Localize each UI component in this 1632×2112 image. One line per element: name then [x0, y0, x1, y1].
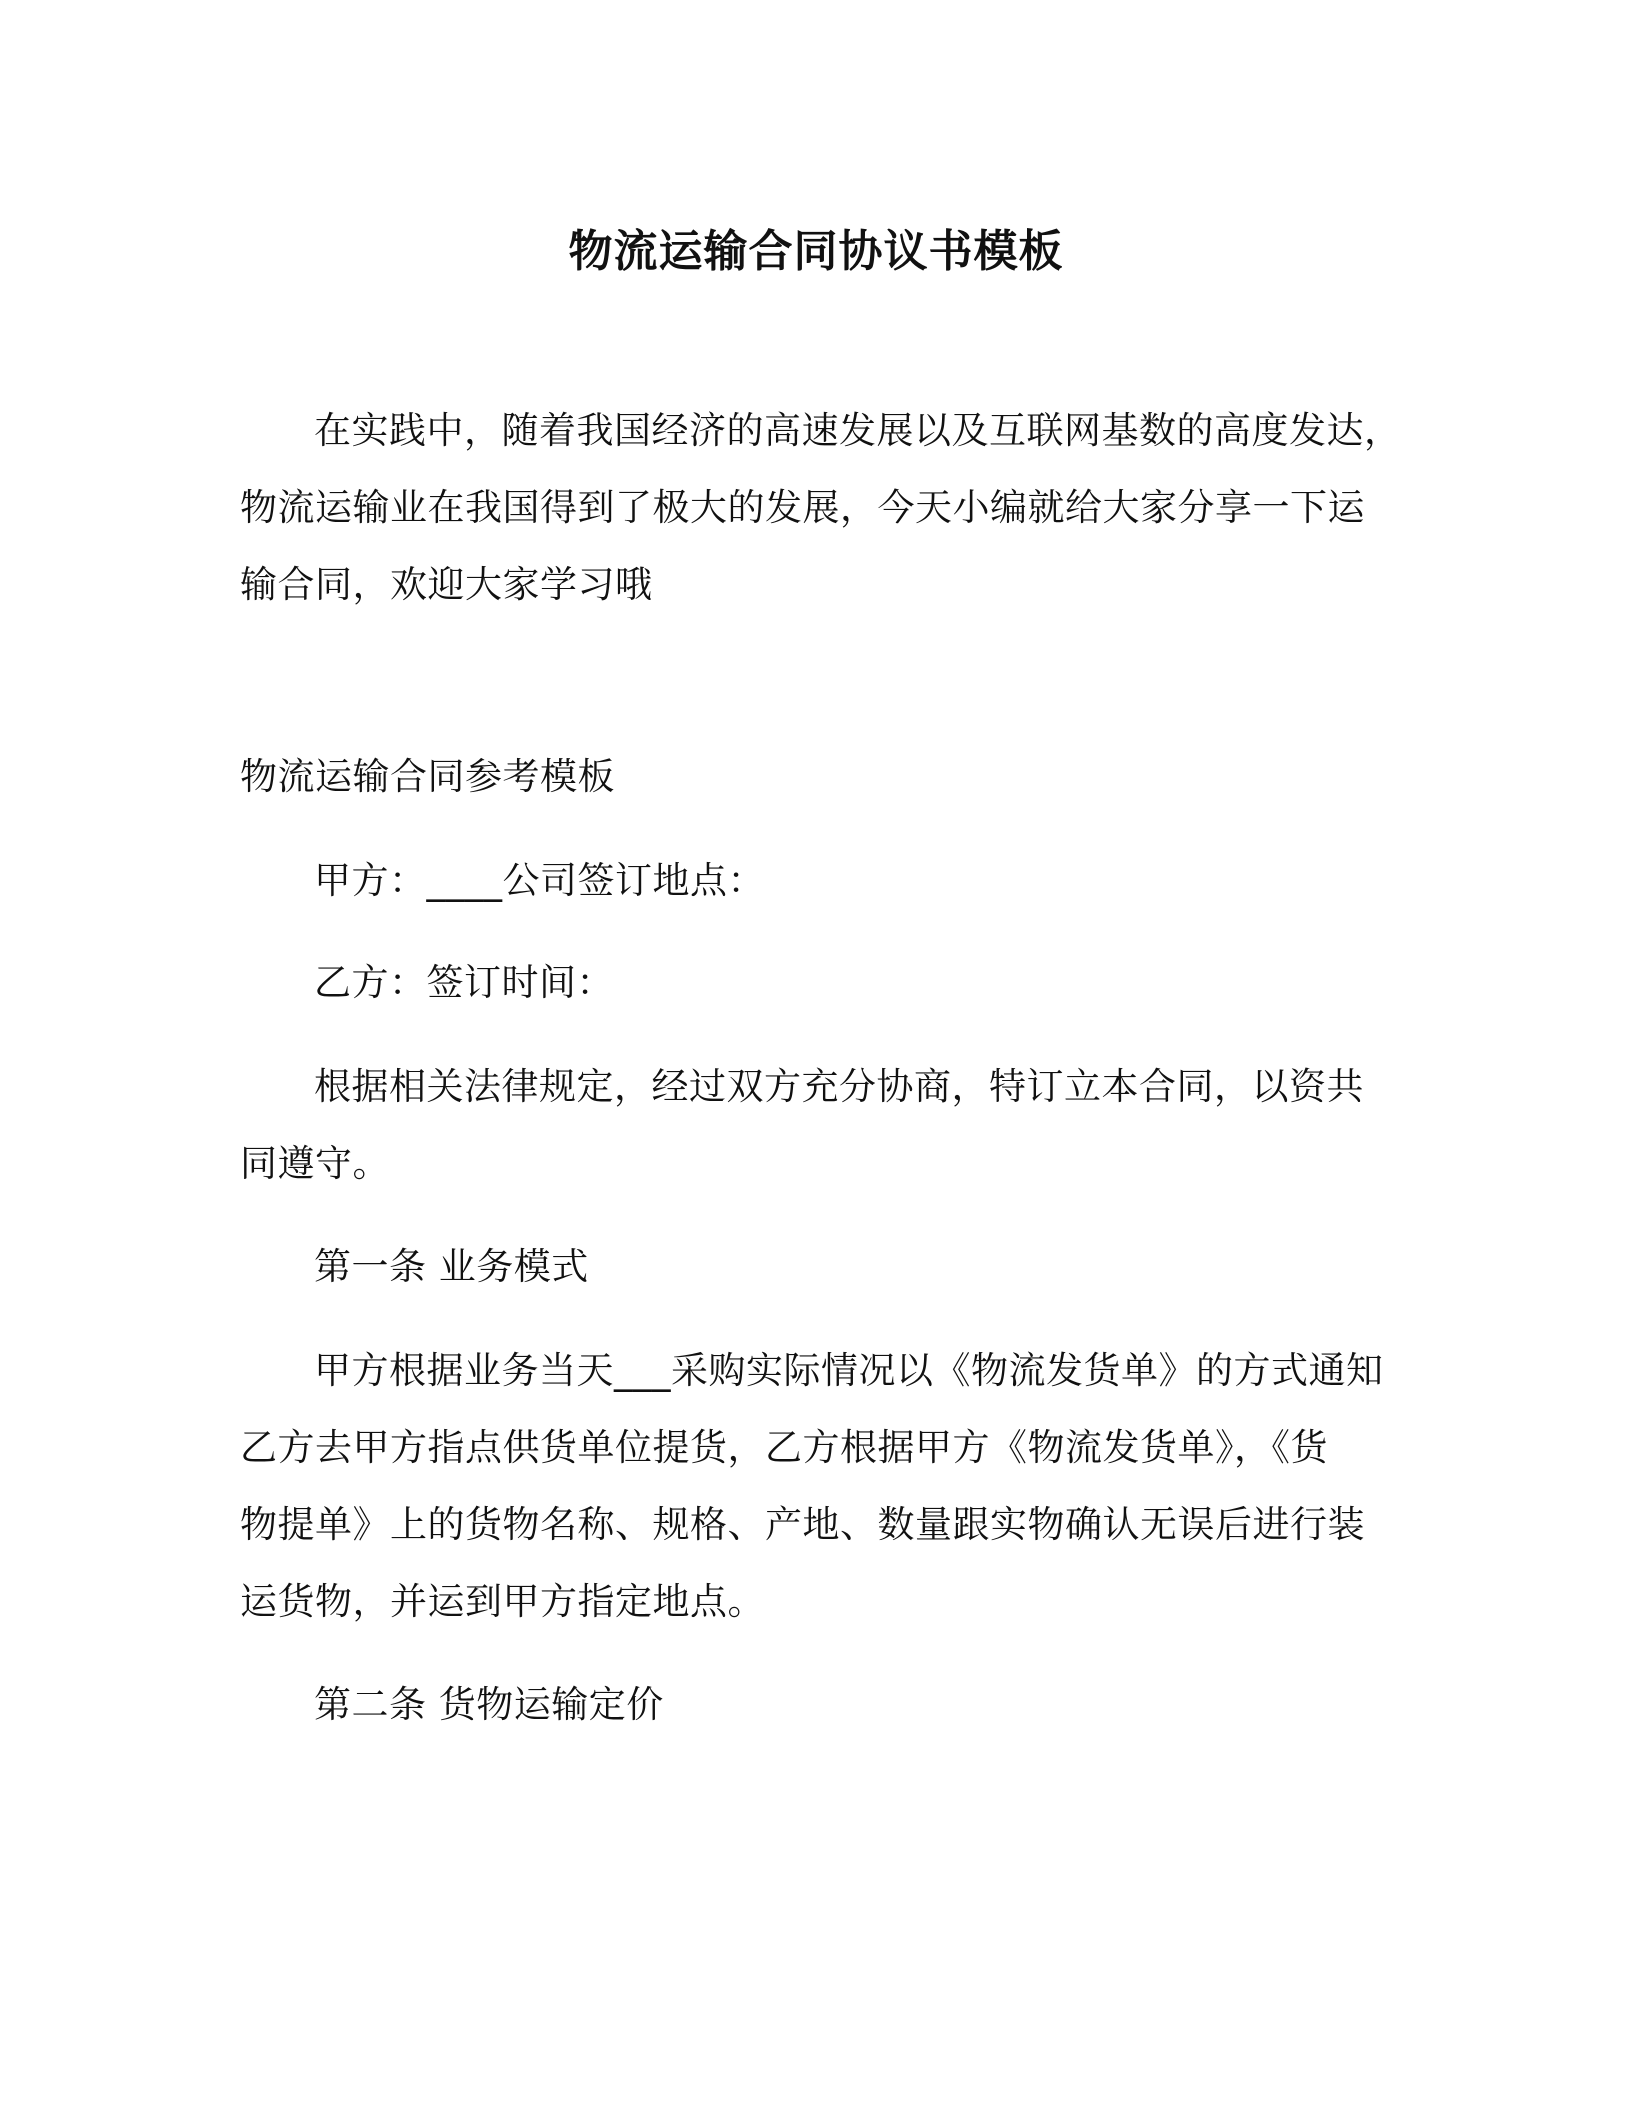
article1-line: 乙方去甲方指点供货单位提货，乙方根据甲方《物流发货单》，《货 [240, 1426, 1328, 1469]
article1-heading-text: 第一条 业务模式 [314, 1245, 589, 1288]
document-title: 物流运输合同协议书模板 [568, 226, 1064, 277]
article1-line: 物提单》上的货物名称、规格、产地、数量跟实物确认无误后进行装 [240, 1503, 1365, 1546]
intro-line: 物流运输业在我国得到了极大的发展，今天小编就给大家分享一下运 [240, 486, 1365, 529]
article1-line: 运货物，并运到甲方指定地点。 [240, 1580, 765, 1623]
party-b-line [240, 944, 1380, 1021]
intro-paragraph [240, 392, 1402, 623]
party-b-text: 乙方：签订时间： [314, 961, 614, 1004]
article1-heading [240, 1228, 1380, 1305]
article1-paragraph [240, 1332, 1384, 1640]
intro-line: 输合同，欢迎大家学习哦 [240, 563, 653, 606]
intro-line: 在实践中，随着我国经济的高速发展以及互联网基数的高度发达， [314, 409, 1402, 452]
preamble-paragraph [240, 1048, 1380, 1202]
article1-line: 甲方根据业务当天___采购实际情况以《物流发货单》的方式通知 [314, 1349, 1384, 1392]
party-a-line [240, 842, 1380, 919]
preamble-line: 根据相关法律规定，经过双方充分协商，特订立本合同，以资共 [314, 1065, 1364, 1108]
section-heading-text: 物流运输合同参考模板 [240, 755, 615, 798]
section-heading [240, 738, 1380, 815]
preamble-line: 同遵守。 [240, 1142, 390, 1185]
party-a-text: 甲方：____公司签订地点： [314, 859, 765, 902]
article2-heading [240, 1666, 1380, 1743]
article2-heading-text: 第二条 货物运输定价 [314, 1683, 664, 1726]
